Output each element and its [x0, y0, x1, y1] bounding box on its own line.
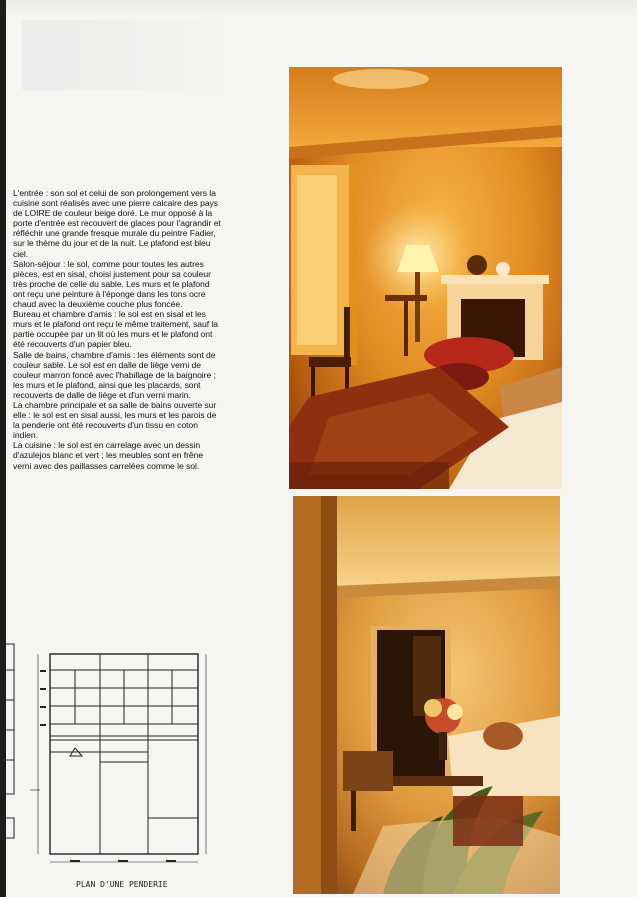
bedroom-illustration [293, 496, 560, 894]
scan-edge [0, 0, 637, 14]
living-room-illustration [289, 67, 562, 489]
wardrobe-plan [0, 640, 225, 872]
paragraph-entree: L'entrée : son sol et celui de son prolongement vers la cuisine sont réalisés avec une pierre calcaire des pays de LOIRE de couleur beige doré. Le mur opposé à la porte d'entrée est recouvert de glaces pour l'agrandir et réfléchir une grande fresque murale du peintre Fadier, sur le thème du jour et de la nuit. Le plafond est bleu ciel. [13, 188, 221, 259]
bedroom-photo [293, 496, 560, 894]
paragraph-chambre: La chambre principale et sa salle de bains ouverte sur elle : le sol est en sisal aussi, les murs et les parois de la penderie ont été recouverts d'un tissu en coton indien. [13, 399, 217, 441]
faded-heading-area [22, 20, 232, 90]
plan-caption: PLAN D'UNE PENDERIE [76, 880, 168, 889]
paragraph-cuisine: La cuisine : le sol est en carrelage avec un dessin d'azulejos blanc et vert ; les meubles sont en frêne verni avec des paillasses carrelées comme le sol. [13, 440, 204, 471]
paragraph-salon: Salon-séjour : le sol, comme pour toutes les autres pièces, est en sisal, choisi justement pour sa couleur très proche de celle du sable. Les murs et le plafond ont reçu une peinture à l'éponge dans les tons ocre chaud avec la deuxième couche plus foncée. [13, 258, 211, 310]
paragraph-salle-de-bains: Salle de bains, chambre d'amis : les éléments sont de couleur sable. Le sol est en dalle de liège verni de couleur marron foncé avec l'habillage de la baignoire ; les murs et le plafond, ainsi que les placards, sont recouverts de dalle de liège et d'un verni marin. [13, 349, 216, 400]
article-body [13, 188, 221, 471]
wardrobe-plan-drawing [0, 640, 225, 872]
paragraph-bureau: Bureau et chambre d'amis : le sol est en sisal et les murs et le plafond ont reçu le même traitement, sauf la partie occupée par un lit où les murs et le plafond ont été recouverts d'un papier bleu. [13, 309, 219, 350]
living-room-photo [289, 67, 562, 489]
